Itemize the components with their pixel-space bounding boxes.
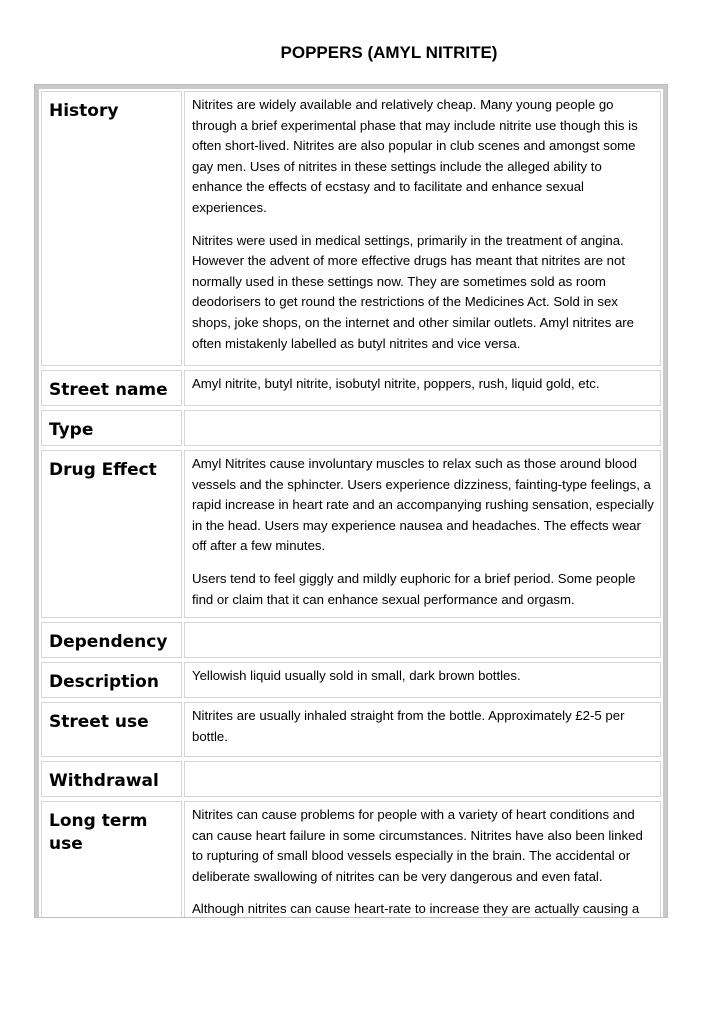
row-content-cell — [184, 91, 661, 366]
table-row-street-use — [39, 700, 663, 759]
row-label-cell — [41, 91, 182, 366]
row-paragraph: Nitrites can cause problems for people with a variety of heart conditions and can cause heart failure in some circumstances. Nitrites have also been linked to rupturing of small blood vessels especially in the brain. The accidental or deliberate swallowing of nitrites can be very dangerous and even fatal. — [192, 807, 643, 884]
row-content-cell — [184, 450, 661, 618]
table-body — [39, 89, 663, 917]
row-paragraph: Nitrites are usually inhaled straight from the bottle. Approximately £2-5 per bottle. — [192, 708, 625, 744]
row-paragraph: Although nitrites can cause heart-rate to increase they are actually causing a — [192, 901, 640, 917]
row-label-cell — [41, 702, 182, 757]
row-label-cell — [41, 450, 182, 618]
row-paragraph: Nitrites were used in medical settings, primarily in the treatment of angina. However the advent of more effective drugs has meant that nitrites are not normally used in these settings now. They are sometimes sold as room deodorisers to get round the restrictions of the Medicines Act. Sold in sex shops, joke shops, on the internet and other similar outlets. Amyl nitrites are often mistakenly labelled as butyl nitrites and vice versa. — [192, 232, 635, 351]
row-content-cell — [184, 702, 661, 757]
row-label: Withdrawal — [49, 771, 159, 791]
row-label: Dependency — [49, 632, 168, 652]
row-label: Street use — [49, 712, 149, 732]
row-content-cell — [184, 662, 661, 698]
table-row-description — [39, 660, 663, 700]
row-label: Type — [49, 420, 94, 440]
row-label: Drug Effect — [49, 460, 157, 480]
row-content-cell — [184, 761, 661, 797]
row-label: Description — [49, 672, 159, 692]
drug-info-table — [34, 84, 668, 918]
row-paragraph: Yellowish liquid usually sold in small, dark brown bottles. — [192, 668, 521, 683]
row-paragraph: Nitrites are widely available and relatively cheap. Many young people go through a brief experimental phase that may include nitrite use though this is often short-lived. Nitrites are also popular in club scenes and amongst some gay men. Uses of nitrites in these settings include the alleged ability to enhance the effects of ecstasy and to facilitate and enhance sexual experiences. — [192, 97, 638, 215]
row-content-cell — [184, 410, 661, 446]
row-label-cell — [41, 662, 182, 698]
row-label-cell — [41, 410, 182, 446]
table-row-dependency — [39, 620, 663, 660]
row-label: History — [49, 101, 119, 121]
table-row-type — [39, 408, 663, 448]
row-label-cell — [41, 801, 182, 918]
page-title: POPPERS (AMYL NITRITE) — [280, 43, 498, 62]
table-row-drug-effect — [39, 448, 663, 620]
table-row-history — [39, 89, 663, 368]
row-label-cell — [41, 622, 182, 658]
row-content-cell — [184, 801, 661, 918]
row-content-cell — [184, 622, 661, 658]
row-label: Street name — [49, 380, 168, 400]
row-paragraph: Users tend to feel giggly and mildly euphoric for a brief period. Some people find or claim that it can enhance sexual performance and orgasm. — [192, 570, 636, 607]
row-label-cell — [41, 761, 182, 797]
row-content-cell — [184, 370, 661, 406]
row-paragraph: Amyl nitrite, butyl nitrite, isobutyl nitrite, poppers, rush, liquid gold, etc. — [192, 376, 600, 391]
row-label: Long term use — [49, 811, 148, 854]
table-row-long-term-use — [39, 799, 663, 918]
table-row-street-name — [39, 368, 663, 408]
row-label-cell — [41, 370, 182, 406]
row-paragraph: Amyl Nitrites cause involuntary muscles to relax such as those around blood vessels and the sphincter. Users experience dizziness, fainting-type feelings, a rapid increase in heart rate and an accompanying rushing sensation, especially in the head. Users may experience nausea and headaches. The effects wear off after a few minutes. — [192, 456, 654, 554]
table-row-withdrawal — [39, 759, 663, 799]
